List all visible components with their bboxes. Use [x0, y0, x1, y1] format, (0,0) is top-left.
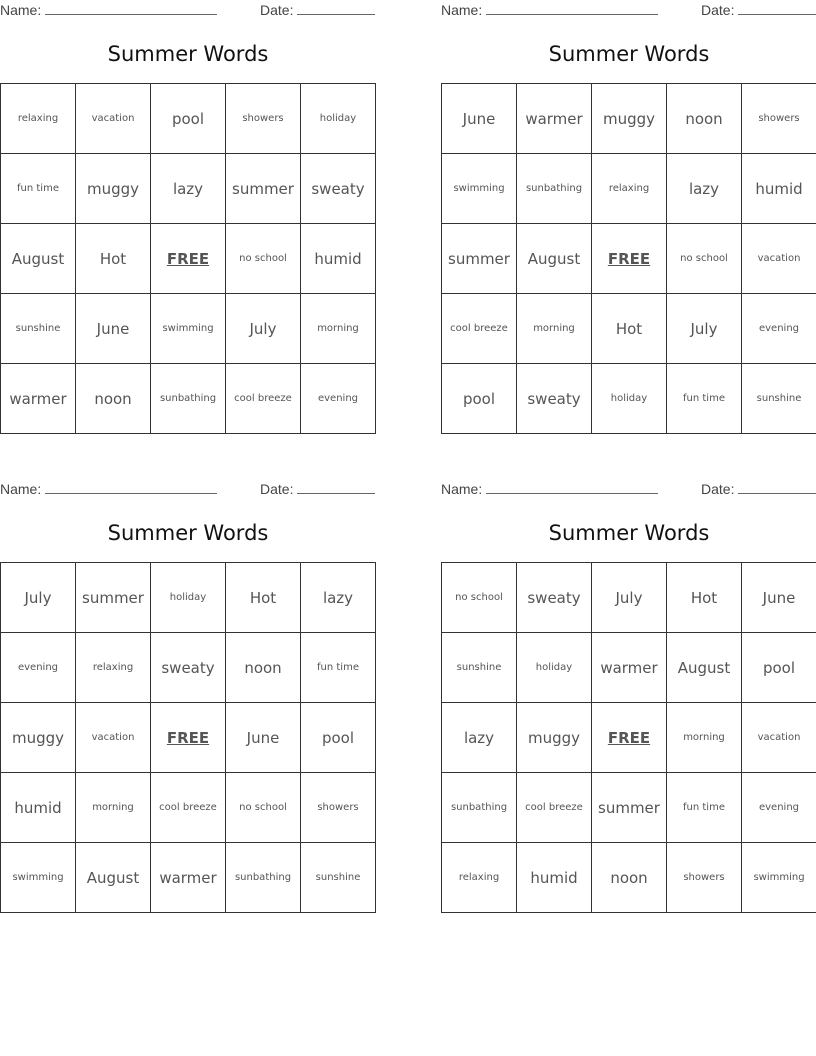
name-blank-line — [45, 3, 217, 15]
date-field — [701, 481, 816, 497]
name-label: Name: — [441, 2, 483, 18]
grid-row — [442, 154, 816, 224]
grid-row — [1, 843, 376, 913]
grid-row — [1, 294, 376, 364]
name-label: Name: — [0, 2, 42, 18]
grid-cell: Hot — [226, 563, 301, 633]
grid-cell: relaxing — [1, 84, 76, 154]
grid-cell: sunbathing — [151, 364, 226, 434]
grid-cell: sweaty — [301, 154, 376, 224]
name-blank-line — [45, 482, 217, 494]
grid-cell: sweaty — [151, 633, 226, 703]
grid-cell: fun time — [667, 773, 742, 843]
grid-cell: muggy — [592, 84, 667, 154]
grid-cell: cool breeze — [442, 294, 517, 364]
bingo-card-4 — [441, 479, 816, 887]
date-label: Date: — [260, 2, 294, 18]
grid-cell: holiday — [151, 563, 226, 633]
grid-cell: fun time — [1, 154, 76, 224]
grid-row — [442, 633, 816, 703]
grid-cell: morning — [76, 773, 151, 843]
grid-cell: morning — [301, 294, 376, 364]
grid-cell: pool — [442, 364, 517, 434]
grid-cell: holiday — [301, 84, 376, 154]
date-blank-line — [738, 482, 816, 494]
grid-row — [1, 703, 376, 773]
grid-row — [1, 563, 376, 633]
grid-cell: vacation — [76, 703, 151, 773]
grid-cell: pool — [151, 84, 226, 154]
grid-cell: noon — [592, 843, 667, 913]
grid-cell: August — [517, 224, 592, 294]
free-space: FREE — [151, 224, 226, 294]
grid-cell: Hot — [592, 294, 667, 364]
grid-cell: July — [1, 563, 76, 633]
bingo-card-3 — [0, 479, 376, 887]
grid-cell: noon — [226, 633, 301, 703]
grid-cell: warmer — [517, 84, 592, 154]
grid-cell: muggy — [1, 703, 76, 773]
grid-cell: summer — [592, 773, 667, 843]
card-title: Summer Words — [548, 42, 710, 66]
grid-cell: summer — [76, 563, 151, 633]
grid-cell: swimming — [742, 843, 816, 913]
grid-cell: noon — [667, 84, 742, 154]
free-space: FREE — [592, 224, 667, 294]
card-title: Summer Words — [107, 521, 269, 545]
grid-cell: noon — [76, 364, 151, 434]
grid-row — [1, 633, 376, 703]
date-blank-line — [297, 3, 375, 15]
card-header — [0, 0, 376, 22]
grid-cell: no school — [226, 224, 301, 294]
grid-cell: pool — [742, 633, 816, 703]
grid-cell: sunshine — [742, 364, 816, 434]
grid-cell: no school — [226, 773, 301, 843]
grid-row — [1, 224, 376, 294]
grid-cell: lazy — [667, 154, 742, 224]
date-field — [260, 2, 375, 18]
date-field — [260, 481, 375, 497]
grid-cell: relaxing — [76, 633, 151, 703]
name-field — [441, 2, 658, 18]
free-space: FREE — [592, 703, 667, 773]
grid-cell: vacation — [742, 703, 816, 773]
grid-cell: cool breeze — [517, 773, 592, 843]
grid-row — [442, 364, 816, 434]
grid-cell: warmer — [592, 633, 667, 703]
grid-cell: muggy — [517, 703, 592, 773]
bingo-card-2 — [441, 0, 816, 408]
grid-row — [442, 294, 816, 364]
grid-cell: evening — [1, 633, 76, 703]
grid-cell: summer — [442, 224, 517, 294]
bingo-grid — [441, 83, 816, 434]
bingo-grid — [441, 562, 816, 913]
grid-cell: evening — [742, 294, 816, 364]
card-header — [441, 0, 816, 22]
card-header — [0, 479, 376, 501]
card-title: Summer Words — [107, 42, 269, 66]
grid-cell: morning — [517, 294, 592, 364]
grid-cell: July — [226, 294, 301, 364]
grid-cell: relaxing — [592, 154, 667, 224]
grid-cell: June — [226, 703, 301, 773]
grid-cell: humid — [1, 773, 76, 843]
grid-cell: fun time — [301, 633, 376, 703]
grid-cell: showers — [226, 84, 301, 154]
date-blank-line — [297, 482, 375, 494]
grid-cell: humid — [301, 224, 376, 294]
date-blank-line — [738, 3, 816, 15]
name-label: Name: — [441, 481, 483, 497]
grid-cell: Hot — [667, 563, 742, 633]
grid-row — [442, 773, 816, 843]
name-field — [0, 481, 217, 497]
grid-cell: June — [742, 563, 816, 633]
free-space: FREE — [151, 703, 226, 773]
grid-row — [1, 773, 376, 843]
name-field — [0, 2, 217, 18]
grid-cell: holiday — [517, 633, 592, 703]
date-field — [701, 2, 816, 18]
grid-cell: humid — [742, 154, 816, 224]
grid-cell: sunshine — [1, 294, 76, 364]
grid-cell: sunbathing — [226, 843, 301, 913]
grid-row — [442, 563, 816, 633]
grid-cell: warmer — [151, 843, 226, 913]
grid-cell: pool — [301, 703, 376, 773]
bingo-card-1 — [0, 0, 376, 408]
grid-cell: swimming — [442, 154, 517, 224]
grid-cell: summer — [226, 154, 301, 224]
grid-cell: showers — [301, 773, 376, 843]
grid-row — [442, 224, 816, 294]
name-blank-line — [486, 482, 658, 494]
grid-cell: vacation — [742, 224, 816, 294]
grid-cell: lazy — [442, 703, 517, 773]
card-header — [441, 479, 816, 501]
grid-cell: sunshine — [301, 843, 376, 913]
grid-cell: morning — [667, 703, 742, 773]
grid-cell: muggy — [76, 154, 151, 224]
grid-cell: June — [76, 294, 151, 364]
name-field — [441, 481, 658, 497]
bingo-grid — [0, 562, 376, 913]
grid-cell: July — [667, 294, 742, 364]
grid-cell: fun time — [667, 364, 742, 434]
grid-cell: sweaty — [517, 563, 592, 633]
grid-cell: no school — [667, 224, 742, 294]
date-label: Date: — [260, 481, 294, 497]
grid-row — [1, 364, 376, 434]
grid-cell: evening — [742, 773, 816, 843]
grid-cell: showers — [667, 843, 742, 913]
grid-cell: evening — [301, 364, 376, 434]
grid-row — [442, 703, 816, 773]
grid-cell: no school — [442, 563, 517, 633]
grid-cell: relaxing — [442, 843, 517, 913]
grid-cell: lazy — [301, 563, 376, 633]
grid-cell: swimming — [151, 294, 226, 364]
grid-row — [1, 84, 376, 154]
name-blank-line — [486, 3, 658, 15]
grid-row — [1, 154, 376, 224]
grid-cell: cool breeze — [151, 773, 226, 843]
grid-row — [442, 843, 816, 913]
grid-cell: August — [76, 843, 151, 913]
grid-cell: warmer — [1, 364, 76, 434]
bingo-grid — [0, 83, 376, 434]
card-title: Summer Words — [548, 521, 710, 545]
grid-cell: humid — [517, 843, 592, 913]
grid-cell: sunbathing — [442, 773, 517, 843]
grid-cell: August — [667, 633, 742, 703]
date-label: Date: — [701, 481, 735, 497]
grid-cell: vacation — [76, 84, 151, 154]
date-label: Date: — [701, 2, 735, 18]
grid-cell: showers — [742, 84, 816, 154]
grid-cell: July — [592, 563, 667, 633]
grid-cell: cool breeze — [226, 364, 301, 434]
grid-cell: sunshine — [442, 633, 517, 703]
grid-cell: lazy — [151, 154, 226, 224]
grid-cell: swimming — [1, 843, 76, 913]
grid-cell: sweaty — [517, 364, 592, 434]
grid-cell: August — [1, 224, 76, 294]
grid-cell: June — [442, 84, 517, 154]
grid-cell: holiday — [592, 364, 667, 434]
name-label: Name: — [0, 481, 42, 497]
grid-cell: sunbathing — [517, 154, 592, 224]
grid-cell: Hot — [76, 224, 151, 294]
grid-row — [442, 84, 816, 154]
